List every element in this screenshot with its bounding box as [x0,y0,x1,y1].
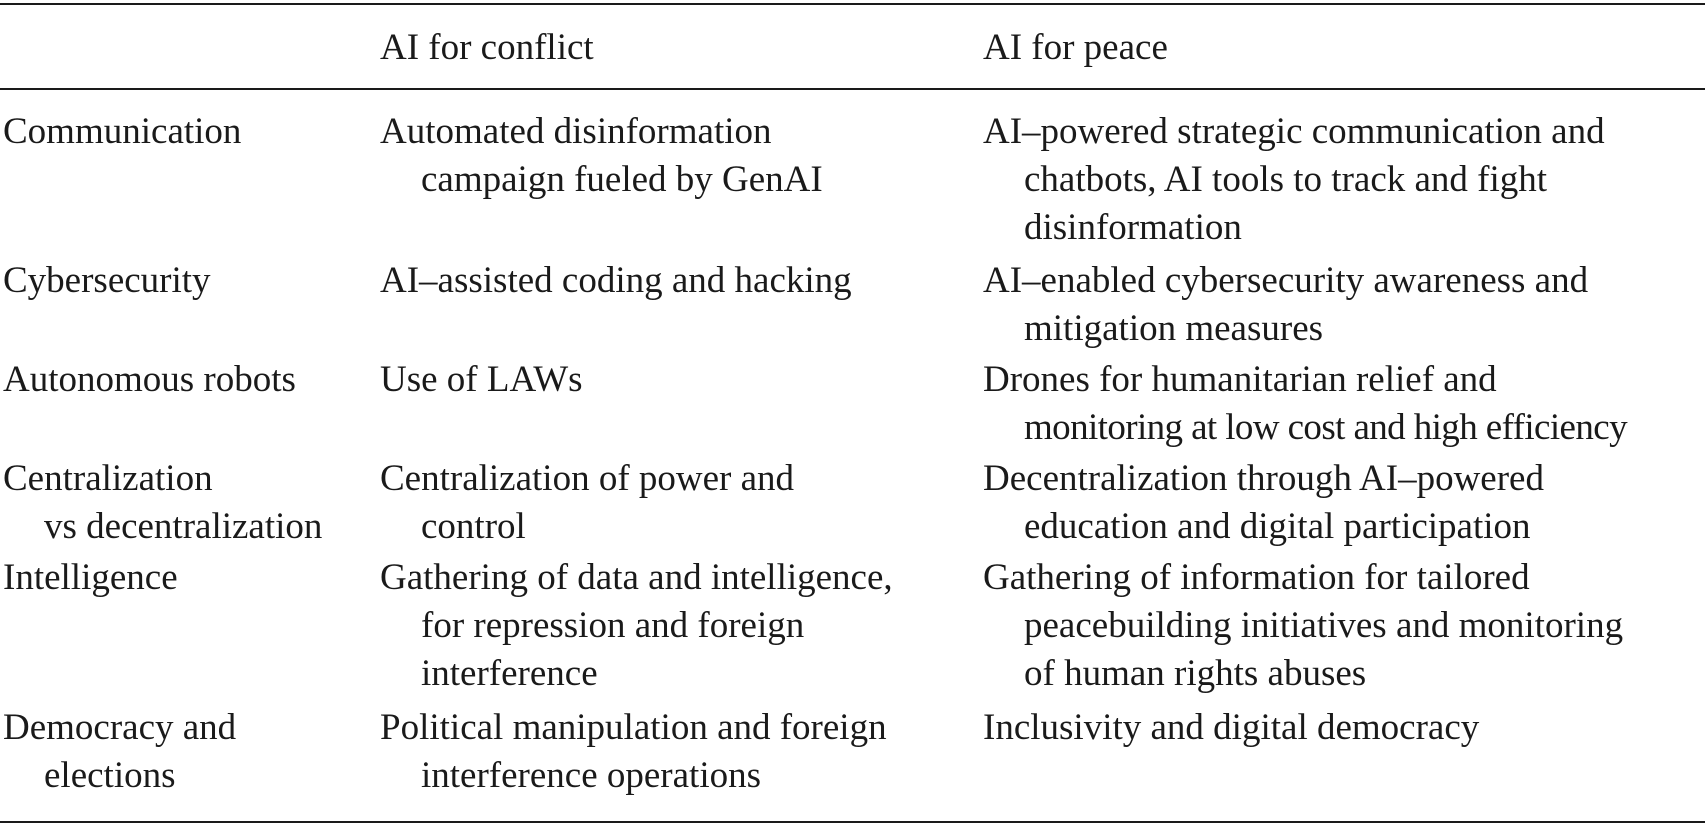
row-autonomous-robots-peace [983,356,1627,452]
cell-line: AI–assisted coding and hacking [380,260,852,301]
cell-line: Communication [3,111,242,152]
cell-line: AI–powered strategic communication and [983,111,1605,152]
row-intelligence-peace [983,554,1623,698]
cell-line: Democracy and [3,707,237,748]
row-intelligence-conflict [380,554,893,698]
cell-line: of human rights abuses [1024,653,1367,694]
row-democracy-category [3,704,236,800]
row-cybersecurity-peace [983,257,1588,353]
row-communication-conflict [380,108,823,204]
cell-line: AI–enabled cybersecurity awareness and [983,260,1589,301]
header-ai-for-conflict: AI for conflict [380,27,594,68]
row-cybersecurity-category [3,257,211,305]
table-header-rule [0,88,1705,90]
cell-line: Political manipulation and foreign [380,707,887,748]
cell-line: interference operations [421,755,762,796]
row-centralization-conflict [380,455,794,551]
row-autonomous-robots-conflict [380,356,583,404]
cell-line: Cybersecurity [3,260,211,301]
cell-line: interference [421,653,598,694]
row-centralization-category [3,455,322,551]
row-communication-category [3,108,241,156]
row-cybersecurity-conflict [380,257,852,305]
row-autonomous-robots-category [3,356,296,404]
cell-line: disinformation [1024,207,1242,248]
row-communication-peace [983,108,1605,252]
cell-line: Centralization [3,458,213,499]
cell-line: mitigation measures [1024,308,1324,349]
cell-line: for repression and foreign [421,605,805,646]
row-democracy-conflict [380,704,887,800]
row-democracy-peace [983,704,1479,752]
cell-line: monitoring at low cost and high efficiency [1024,407,1627,448]
cell-line: chatbots, AI tools to track and fight [1024,159,1548,200]
cell-line: Automated disinformation [380,111,772,152]
cell-line: education and digital participation [1024,506,1531,547]
header-ai-for-peace: AI for peace [983,27,1168,68]
table-bottom-rule [0,821,1705,823]
cell-line: control [421,506,526,547]
cell-line: Gathering of data and intelligence, [380,557,893,598]
cell-line: vs decentralization [44,506,323,547]
cell-line: campaign fueled by GenAI [421,159,823,200]
cell-line: Centralization of power and [380,458,795,499]
row-intelligence-category [3,554,178,602]
cell-line: Autonomous robots [3,359,296,400]
cell-line: Inclusivity and digital democracy [983,707,1480,748]
cell-line: peacebuilding initiatives and monitoring [1024,605,1624,646]
cell-line: elections [44,755,176,796]
row-centralization-peace [983,455,1544,551]
table-top-rule [0,3,1705,5]
cell-line: Decentralization through AI–powered [983,458,1544,499]
cell-line: Intelligence [3,557,178,598]
cell-line: Drones for humanitarian relief and [983,359,1497,400]
cell-line: Gathering of information for tailored [983,557,1530,598]
cell-line: Use of LAWs [380,359,583,400]
